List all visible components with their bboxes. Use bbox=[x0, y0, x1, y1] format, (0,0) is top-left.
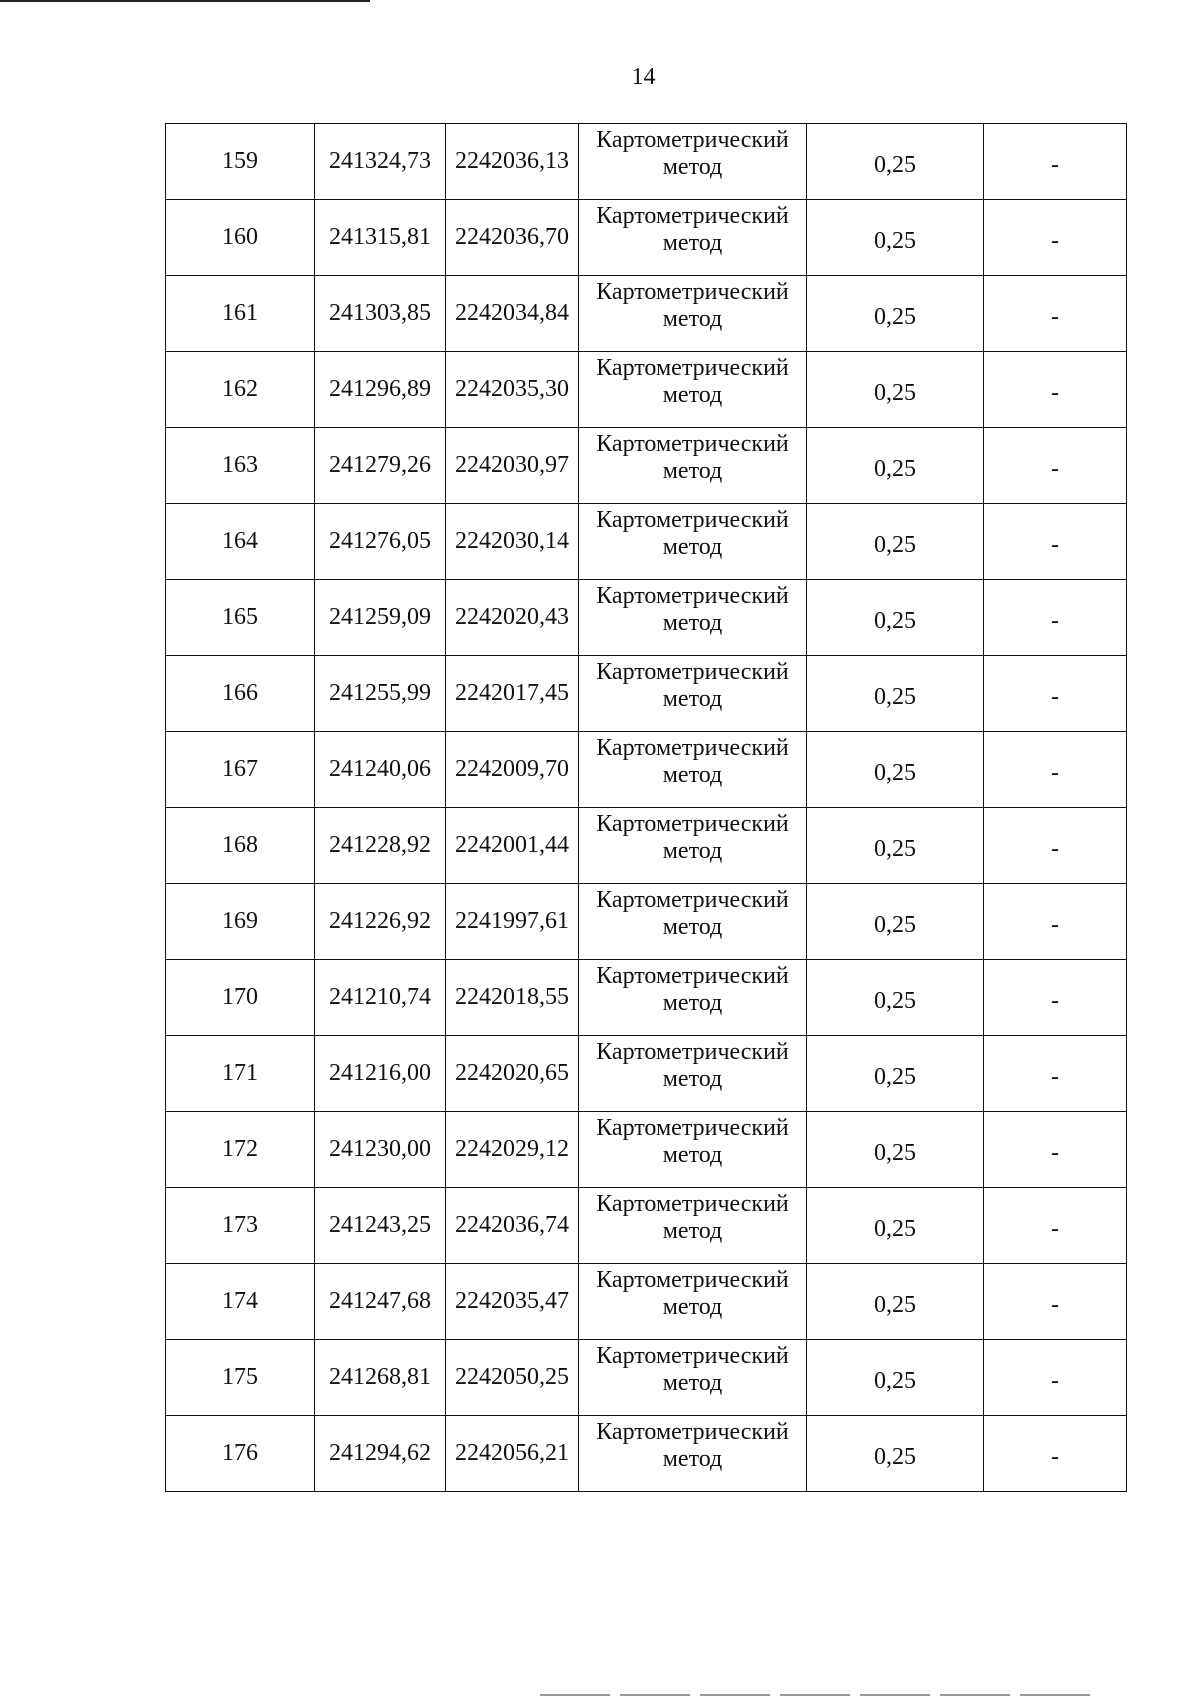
description-value: - bbox=[1051, 988, 1059, 1014]
x-coordinate-cell bbox=[315, 884, 446, 960]
method-line-2: метод bbox=[662, 837, 723, 864]
y-coordinate: 2242036,74 bbox=[455, 1212, 569, 1238]
accuracy-cell bbox=[807, 732, 984, 808]
description-value: - bbox=[1051, 152, 1059, 178]
y-coordinate-cell bbox=[446, 656, 579, 732]
description-cell bbox=[984, 276, 1127, 352]
table-row bbox=[166, 352, 1127, 428]
accuracy-value: 0,25 bbox=[874, 1140, 916, 1166]
x-coordinate: 241216,00 bbox=[329, 1060, 431, 1086]
x-coordinate-cell bbox=[315, 808, 446, 884]
x-coordinate: 241240,06 bbox=[329, 756, 431, 782]
x-coordinate: 241324,73 bbox=[329, 148, 431, 174]
description-cell bbox=[984, 504, 1127, 580]
method-line-2: метод bbox=[662, 305, 723, 332]
point-number-cell bbox=[166, 276, 315, 352]
x-coordinate-cell bbox=[315, 428, 446, 504]
method-line-1: Картометрический bbox=[596, 1266, 789, 1293]
accuracy-cell bbox=[807, 276, 984, 352]
y-coordinate-cell bbox=[446, 960, 579, 1036]
table-row bbox=[166, 1188, 1127, 1264]
method-line-1: Картометрический bbox=[596, 202, 789, 229]
method-line-1: Картометрический bbox=[596, 1342, 789, 1369]
x-coordinate-cell bbox=[315, 1416, 446, 1492]
y-coordinate: 2242030,14 bbox=[455, 528, 569, 554]
description-cell bbox=[984, 124, 1127, 200]
point-number: 172 bbox=[222, 1136, 258, 1162]
table-row bbox=[166, 276, 1127, 352]
y-coordinate-cell bbox=[446, 1416, 579, 1492]
y-coordinate: 2242009,70 bbox=[455, 756, 569, 782]
point-number-cell bbox=[166, 656, 315, 732]
description-cell bbox=[984, 580, 1127, 656]
point-number: 174 bbox=[222, 1288, 258, 1314]
accuracy-cell bbox=[807, 580, 984, 656]
method-text bbox=[596, 887, 789, 941]
point-number: 170 bbox=[222, 984, 258, 1010]
method-line-1: Картометрический bbox=[596, 582, 789, 609]
accuracy-cell bbox=[807, 960, 984, 1036]
method-line-2: метод bbox=[662, 1369, 723, 1396]
point-number-cell bbox=[166, 200, 315, 276]
y-coordinate-cell bbox=[446, 1036, 579, 1112]
point-number-cell bbox=[166, 580, 315, 656]
accuracy-value: 0,25 bbox=[874, 532, 916, 558]
description-cell bbox=[984, 352, 1127, 428]
method-line-2: метод bbox=[662, 1065, 723, 1092]
method-text bbox=[596, 1191, 789, 1245]
description-value: - bbox=[1051, 456, 1059, 482]
description-cell bbox=[984, 200, 1127, 276]
x-coordinate: 241259,09 bbox=[329, 604, 431, 630]
point-number: 175 bbox=[222, 1364, 258, 1390]
description-value: - bbox=[1051, 1140, 1059, 1166]
accuracy-cell bbox=[807, 1264, 984, 1340]
y-coordinate: 2242050,25 bbox=[455, 1364, 569, 1390]
y-coordinate: 2242020,43 bbox=[455, 604, 569, 630]
point-number-cell bbox=[166, 1416, 315, 1492]
y-coordinate: 2242036,13 bbox=[455, 148, 569, 174]
description-cell bbox=[984, 808, 1127, 884]
point-number: 165 bbox=[222, 604, 258, 630]
accuracy-value: 0,25 bbox=[874, 1064, 916, 1090]
point-number: 176 bbox=[222, 1440, 258, 1466]
x-coordinate: 241303,85 bbox=[329, 300, 431, 326]
y-coordinate-cell bbox=[446, 580, 579, 656]
y-coordinate-cell bbox=[446, 276, 579, 352]
x-coordinate-cell bbox=[315, 656, 446, 732]
method-line-2: метод bbox=[662, 381, 723, 408]
description-cell bbox=[984, 428, 1127, 504]
x-coordinate: 241294,62 bbox=[329, 1440, 431, 1466]
point-number: 171 bbox=[222, 1060, 258, 1086]
scan-edge-line-top bbox=[0, 0, 370, 2]
method-cell bbox=[579, 276, 807, 352]
x-coordinate-cell bbox=[315, 1264, 446, 1340]
method-line-1: Картометрический bbox=[596, 278, 789, 305]
scan-edge-line-bottom bbox=[540, 1694, 1100, 1696]
y-coordinate-cell bbox=[446, 1112, 579, 1188]
y-coordinate: 2242001,44 bbox=[455, 832, 569, 858]
point-number: 169 bbox=[222, 908, 258, 934]
method-text bbox=[596, 1267, 789, 1321]
y-coordinate: 2242020,65 bbox=[455, 1060, 569, 1086]
table-row bbox=[166, 1416, 1127, 1492]
accuracy-value: 0,25 bbox=[874, 304, 916, 330]
method-line-2: метод bbox=[662, 913, 723, 940]
y-coordinate-cell bbox=[446, 1264, 579, 1340]
method-cell bbox=[579, 1264, 807, 1340]
description-value: - bbox=[1051, 1064, 1059, 1090]
method-cell bbox=[579, 1036, 807, 1112]
description-value: - bbox=[1051, 836, 1059, 862]
point-number: 162 bbox=[222, 376, 258, 402]
x-coordinate-cell bbox=[315, 1036, 446, 1112]
point-number: 166 bbox=[222, 680, 258, 706]
method-cell bbox=[579, 808, 807, 884]
accuracy-cell bbox=[807, 1416, 984, 1492]
description-value: - bbox=[1051, 608, 1059, 634]
description-cell bbox=[984, 884, 1127, 960]
y-coordinate-cell bbox=[446, 884, 579, 960]
table-row bbox=[166, 1112, 1127, 1188]
accuracy-cell bbox=[807, 884, 984, 960]
y-coordinate: 2242029,12 bbox=[455, 1136, 569, 1162]
method-line-1: Картометрический bbox=[596, 658, 789, 685]
y-coordinate-cell bbox=[446, 808, 579, 884]
accuracy-value: 0,25 bbox=[874, 1292, 916, 1318]
description-value: - bbox=[1051, 1368, 1059, 1394]
table-row bbox=[166, 1036, 1127, 1112]
method-line-2: метод bbox=[662, 685, 723, 712]
point-number-cell bbox=[166, 960, 315, 1036]
x-coordinate-cell bbox=[315, 276, 446, 352]
method-line-2: метод bbox=[662, 1445, 723, 1472]
point-number: 159 bbox=[222, 148, 258, 174]
accuracy-value: 0,25 bbox=[874, 608, 916, 634]
point-number-cell bbox=[166, 1036, 315, 1112]
table-row bbox=[166, 656, 1127, 732]
point-number: 163 bbox=[222, 452, 258, 478]
accuracy-cell bbox=[807, 1188, 984, 1264]
point-number-cell bbox=[166, 504, 315, 580]
method-line-1: Картометрический bbox=[596, 886, 789, 913]
method-text bbox=[596, 583, 789, 637]
method-line-2: метод bbox=[662, 761, 723, 788]
method-line-2: метод bbox=[662, 533, 723, 560]
x-coordinate: 241315,81 bbox=[329, 224, 431, 250]
method-text bbox=[596, 1343, 789, 1397]
x-coordinate-cell bbox=[315, 352, 446, 428]
point-number: 173 bbox=[222, 1212, 258, 1238]
accuracy-cell bbox=[807, 200, 984, 276]
method-text bbox=[596, 355, 789, 409]
point-number-cell bbox=[166, 1264, 315, 1340]
method-text bbox=[596, 1039, 789, 1093]
point-number: 161 bbox=[222, 300, 258, 326]
accuracy-cell bbox=[807, 1036, 984, 1112]
point-number-cell bbox=[166, 124, 315, 200]
method-text bbox=[596, 279, 789, 333]
method-cell bbox=[579, 124, 807, 200]
accuracy-value: 0,25 bbox=[874, 760, 916, 786]
x-coordinate: 241268,81 bbox=[329, 1364, 431, 1390]
method-line-2: метод bbox=[662, 989, 723, 1016]
method-text bbox=[596, 963, 789, 1017]
page-number: 14 bbox=[631, 64, 656, 90]
method-cell bbox=[579, 504, 807, 580]
description-value: - bbox=[1051, 304, 1059, 330]
accuracy-value: 0,25 bbox=[874, 912, 916, 938]
point-number-cell bbox=[166, 428, 315, 504]
table-row bbox=[166, 732, 1127, 808]
x-coordinate: 241255,99 bbox=[329, 680, 431, 706]
method-text bbox=[596, 431, 789, 485]
point-number-cell bbox=[166, 732, 315, 808]
x-coordinate: 241296,89 bbox=[329, 376, 431, 402]
table-row bbox=[166, 1340, 1127, 1416]
point-number-cell bbox=[166, 352, 315, 428]
method-cell bbox=[579, 960, 807, 1036]
method-line-1: Картометрический bbox=[596, 354, 789, 381]
x-coordinate: 241230,00 bbox=[329, 1136, 431, 1162]
method-line-1: Картометрический bbox=[596, 1418, 789, 1445]
accuracy-value: 0,25 bbox=[874, 1368, 916, 1394]
x-coordinate-cell bbox=[315, 1340, 446, 1416]
method-line-1: Картометрический bbox=[596, 1114, 789, 1141]
y-coordinate: 2242056,21 bbox=[455, 1440, 569, 1466]
method-line-2: метод bbox=[662, 1293, 723, 1320]
x-coordinate-cell bbox=[315, 960, 446, 1036]
accuracy-cell bbox=[807, 504, 984, 580]
method-text bbox=[596, 507, 789, 561]
y-coordinate: 2241997,61 bbox=[455, 908, 569, 934]
table-row bbox=[166, 428, 1127, 504]
method-line-2: метод bbox=[662, 1141, 723, 1168]
accuracy-value: 0,25 bbox=[874, 836, 916, 862]
accuracy-value: 0,25 bbox=[874, 1216, 916, 1242]
accuracy-value: 0,25 bbox=[874, 684, 916, 710]
accuracy-cell bbox=[807, 1112, 984, 1188]
point-number: 164 bbox=[222, 528, 258, 554]
description-cell bbox=[984, 1112, 1127, 1188]
x-coordinate: 241228,92 bbox=[329, 832, 431, 858]
x-coordinate-cell bbox=[315, 124, 446, 200]
description-cell bbox=[984, 1188, 1127, 1264]
description-cell bbox=[984, 1264, 1127, 1340]
method-text bbox=[596, 203, 789, 257]
x-coordinate: 241247,68 bbox=[329, 1288, 431, 1314]
accuracy-cell bbox=[807, 1340, 984, 1416]
y-coordinate: 2242030,97 bbox=[455, 452, 569, 478]
method-line-1: Картометрический bbox=[596, 962, 789, 989]
method-line-2: метод bbox=[662, 229, 723, 256]
accuracy-cell bbox=[807, 656, 984, 732]
table-row bbox=[166, 580, 1127, 656]
point-number-cell bbox=[166, 884, 315, 960]
method-text bbox=[596, 1115, 789, 1169]
accuracy-value: 0,25 bbox=[874, 988, 916, 1014]
method-line-1: Картометрический bbox=[596, 126, 789, 153]
y-coordinate-cell bbox=[446, 504, 579, 580]
method-line-2: метод bbox=[662, 153, 723, 180]
x-coordinate: 241210,74 bbox=[329, 984, 431, 1010]
method-line-2: метод bbox=[662, 457, 723, 484]
description-value: - bbox=[1051, 380, 1059, 406]
accuracy-value: 0,25 bbox=[874, 456, 916, 482]
y-coordinate: 2242036,70 bbox=[455, 224, 569, 250]
description-value: - bbox=[1051, 1292, 1059, 1318]
description-value: - bbox=[1051, 684, 1059, 710]
point-number: 160 bbox=[222, 224, 258, 250]
description-cell bbox=[984, 732, 1127, 808]
table-row bbox=[166, 884, 1127, 960]
x-coordinate: 241243,25 bbox=[329, 1212, 431, 1238]
method-line-2: метод bbox=[662, 1217, 723, 1244]
accuracy-cell bbox=[807, 124, 984, 200]
description-cell bbox=[984, 960, 1127, 1036]
description-cell bbox=[984, 1340, 1127, 1416]
method-text bbox=[596, 811, 789, 865]
table-row bbox=[166, 960, 1127, 1036]
description-value: - bbox=[1051, 532, 1059, 558]
y-coordinate-cell bbox=[446, 1188, 579, 1264]
accuracy-value: 0,25 bbox=[874, 380, 916, 406]
x-coordinate-cell bbox=[315, 504, 446, 580]
x-coordinate: 241276,05 bbox=[329, 528, 431, 554]
method-cell bbox=[579, 580, 807, 656]
method-cell bbox=[579, 1112, 807, 1188]
method-text bbox=[596, 1419, 789, 1473]
y-coordinate: 2242018,55 bbox=[455, 984, 569, 1010]
method-line-1: Картометрический bbox=[596, 430, 789, 457]
accuracy-cell bbox=[807, 808, 984, 884]
x-coordinate: 241279,26 bbox=[329, 452, 431, 478]
method-text bbox=[596, 127, 789, 181]
method-cell bbox=[579, 428, 807, 504]
x-coordinate-cell bbox=[315, 1112, 446, 1188]
description-value: - bbox=[1051, 1216, 1059, 1242]
point-number-cell bbox=[166, 1188, 315, 1264]
method-line-1: Картометрический bbox=[596, 734, 789, 761]
table-row bbox=[166, 124, 1127, 200]
table-row bbox=[166, 1264, 1127, 1340]
coordinates-table bbox=[165, 123, 1127, 1492]
y-coordinate: 2242017,45 bbox=[455, 680, 569, 706]
x-coordinate-cell bbox=[315, 1188, 446, 1264]
table-row bbox=[166, 200, 1127, 276]
description-cell bbox=[984, 1036, 1127, 1112]
method-line-1: Картометрический bbox=[596, 506, 789, 533]
y-coordinate-cell bbox=[446, 1340, 579, 1416]
y-coordinate: 2242035,47 bbox=[455, 1288, 569, 1314]
method-line-1: Картометрический bbox=[596, 810, 789, 837]
accuracy-value: 0,25 bbox=[874, 152, 916, 178]
x-coordinate-cell bbox=[315, 200, 446, 276]
point-number: 168 bbox=[222, 832, 258, 858]
table-row bbox=[166, 504, 1127, 580]
table-row bbox=[166, 808, 1127, 884]
accuracy-value: 0,25 bbox=[874, 1444, 916, 1470]
y-coordinate-cell bbox=[446, 732, 579, 808]
x-coordinate-cell bbox=[315, 580, 446, 656]
point-number-cell bbox=[166, 1112, 315, 1188]
table-body bbox=[166, 124, 1127, 1492]
method-text bbox=[596, 659, 789, 713]
description-value: - bbox=[1051, 1444, 1059, 1470]
accuracy-cell bbox=[807, 428, 984, 504]
y-coordinate: 2242034,84 bbox=[455, 300, 569, 326]
x-coordinate: 241226,92 bbox=[329, 908, 431, 934]
method-text bbox=[596, 735, 789, 789]
method-line-2: метод bbox=[662, 609, 723, 636]
method-cell bbox=[579, 352, 807, 428]
y-coordinate-cell bbox=[446, 428, 579, 504]
point-number: 167 bbox=[222, 756, 258, 782]
description-cell bbox=[984, 1416, 1127, 1492]
y-coordinate-cell bbox=[446, 124, 579, 200]
x-coordinate-cell bbox=[315, 732, 446, 808]
method-cell bbox=[579, 1416, 807, 1492]
method-cell bbox=[579, 884, 807, 960]
y-coordinate: 2242035,30 bbox=[455, 376, 569, 402]
method-cell bbox=[579, 1340, 807, 1416]
method-cell bbox=[579, 732, 807, 808]
y-coordinate-cell bbox=[446, 200, 579, 276]
y-coordinate-cell bbox=[446, 352, 579, 428]
point-number-cell bbox=[166, 1340, 315, 1416]
method-line-1: Картометрический bbox=[596, 1038, 789, 1065]
description-value: - bbox=[1051, 228, 1059, 254]
method-cell bbox=[579, 1188, 807, 1264]
accuracy-cell bbox=[807, 352, 984, 428]
description-cell bbox=[984, 656, 1127, 732]
point-number-cell bbox=[166, 808, 315, 884]
method-cell bbox=[579, 200, 807, 276]
method-line-1: Картометрический bbox=[596, 1190, 789, 1217]
method-cell bbox=[579, 656, 807, 732]
description-value: - bbox=[1051, 912, 1059, 938]
accuracy-value: 0,25 bbox=[874, 228, 916, 254]
description-value: - bbox=[1051, 760, 1059, 786]
